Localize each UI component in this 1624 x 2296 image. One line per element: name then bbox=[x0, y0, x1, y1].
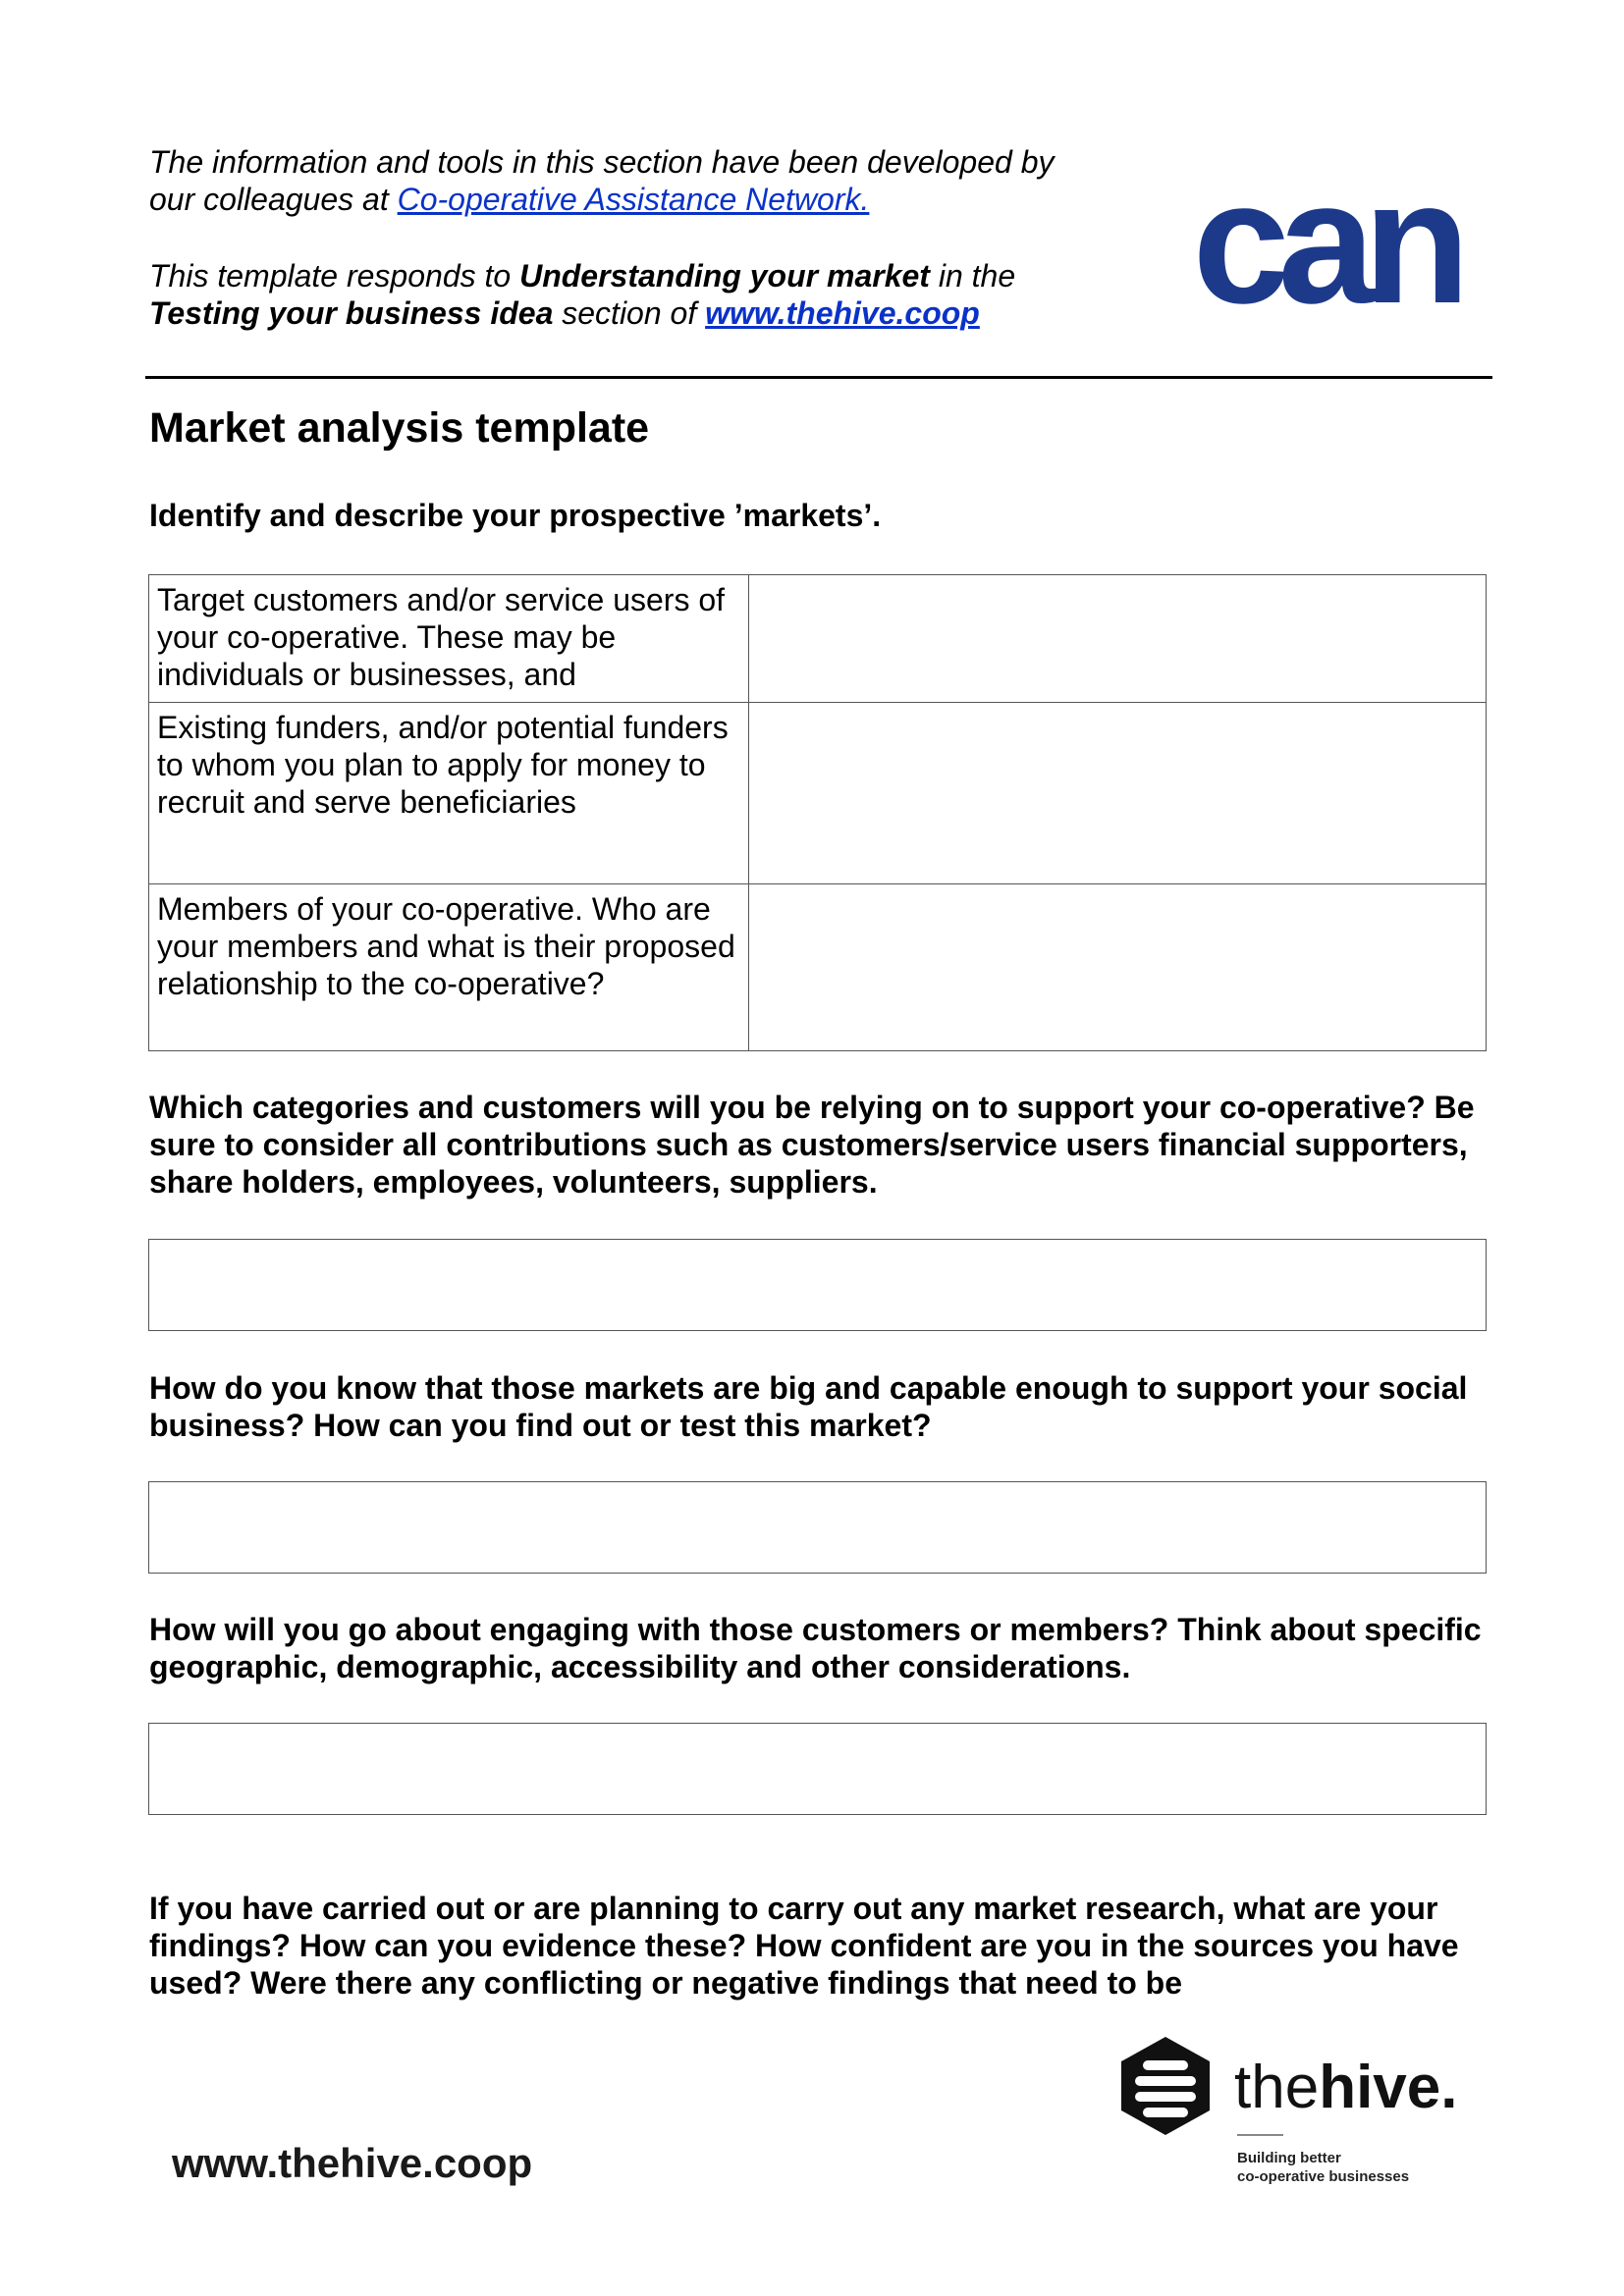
hive-wordmark: thehive. bbox=[1234, 2054, 1458, 2121]
table-row bbox=[149, 575, 1487, 703]
page-title: Market analysis template bbox=[149, 404, 650, 452]
question-market-research: If you have carried out or are planning to carry out any market research, what are your findings? How can you evidence these? How confident are you in the sources you have used? Were there any conflicting or negative findings that need to be bbox=[149, 1891, 1459, 2001]
row-input-members[interactable] bbox=[749, 884, 1487, 1051]
question-categories: Which categories and customers will you be relying on to support your co-operative? Be sure to consider all contributions such as customers/service users financial supporters, share holders, employees, volunteers, suppliers. bbox=[149, 1090, 1475, 1200]
row-label-target-customers: Target customers and/or service users of your co-operative. These may be individuals or businesses, and bbox=[149, 575, 749, 703]
intro-credit: The information and tools in this section have been developed by our colleagues at Co-operative Assistance Network. bbox=[149, 144, 1055, 217]
question-market-size: How do you know that those markets are big and capable enough to support your social business? How can you find out or test this market? bbox=[149, 1370, 1468, 1443]
hive-tagline-1: Building better bbox=[1237, 2150, 1341, 2166]
table-row bbox=[149, 703, 1487, 884]
thehive-link[interactable]: www.thehive.coop bbox=[705, 295, 980, 331]
can-logo bbox=[1168, 175, 1483, 320]
can-network-link[interactable]: Co-operative Assistance Network. bbox=[397, 182, 870, 217]
answer-box-engagement[interactable] bbox=[148, 1723, 1487, 1815]
markets-table bbox=[148, 574, 1487, 1051]
footer-url[interactable]: www.thehive.coop bbox=[172, 2140, 533, 2186]
can-logo-text: can bbox=[1192, 175, 1459, 320]
hive-tagline-2: co-operative businesses bbox=[1237, 2168, 1410, 2185]
row-label-members: Members of your co-operative. Who are your members and what is their proposed relationship to the co-operative? bbox=[149, 884, 749, 1051]
row-label-funders: Existing funders, and/or potential funders to whom you plan to apply for money to recruit and serve beneficiaries bbox=[149, 703, 749, 884]
question-markets: Identify and describe your prospective ’markets’. bbox=[149, 498, 882, 533]
table-row bbox=[149, 884, 1487, 1051]
hive-hexagon-icon bbox=[1121, 2037, 1210, 2135]
header-divider bbox=[145, 376, 1492, 379]
thehive-logo bbox=[1121, 2037, 1475, 2194]
intro-text bbox=[149, 143, 1092, 332]
row-input-target-customers[interactable] bbox=[749, 575, 1487, 703]
row-input-funders[interactable] bbox=[749, 703, 1487, 884]
question-engagement: How will you go about engaging with those customers or members? Think about specific geographic, demographic, accessibility and other considerations. bbox=[149, 1612, 1482, 1684]
intro-responds: This template responds to Understanding your market in the Testing your business idea section of www.thehive.coop bbox=[149, 258, 1016, 331]
answer-box-market-size[interactable] bbox=[148, 1481, 1487, 1574]
answer-box-categories[interactable] bbox=[148, 1239, 1487, 1331]
